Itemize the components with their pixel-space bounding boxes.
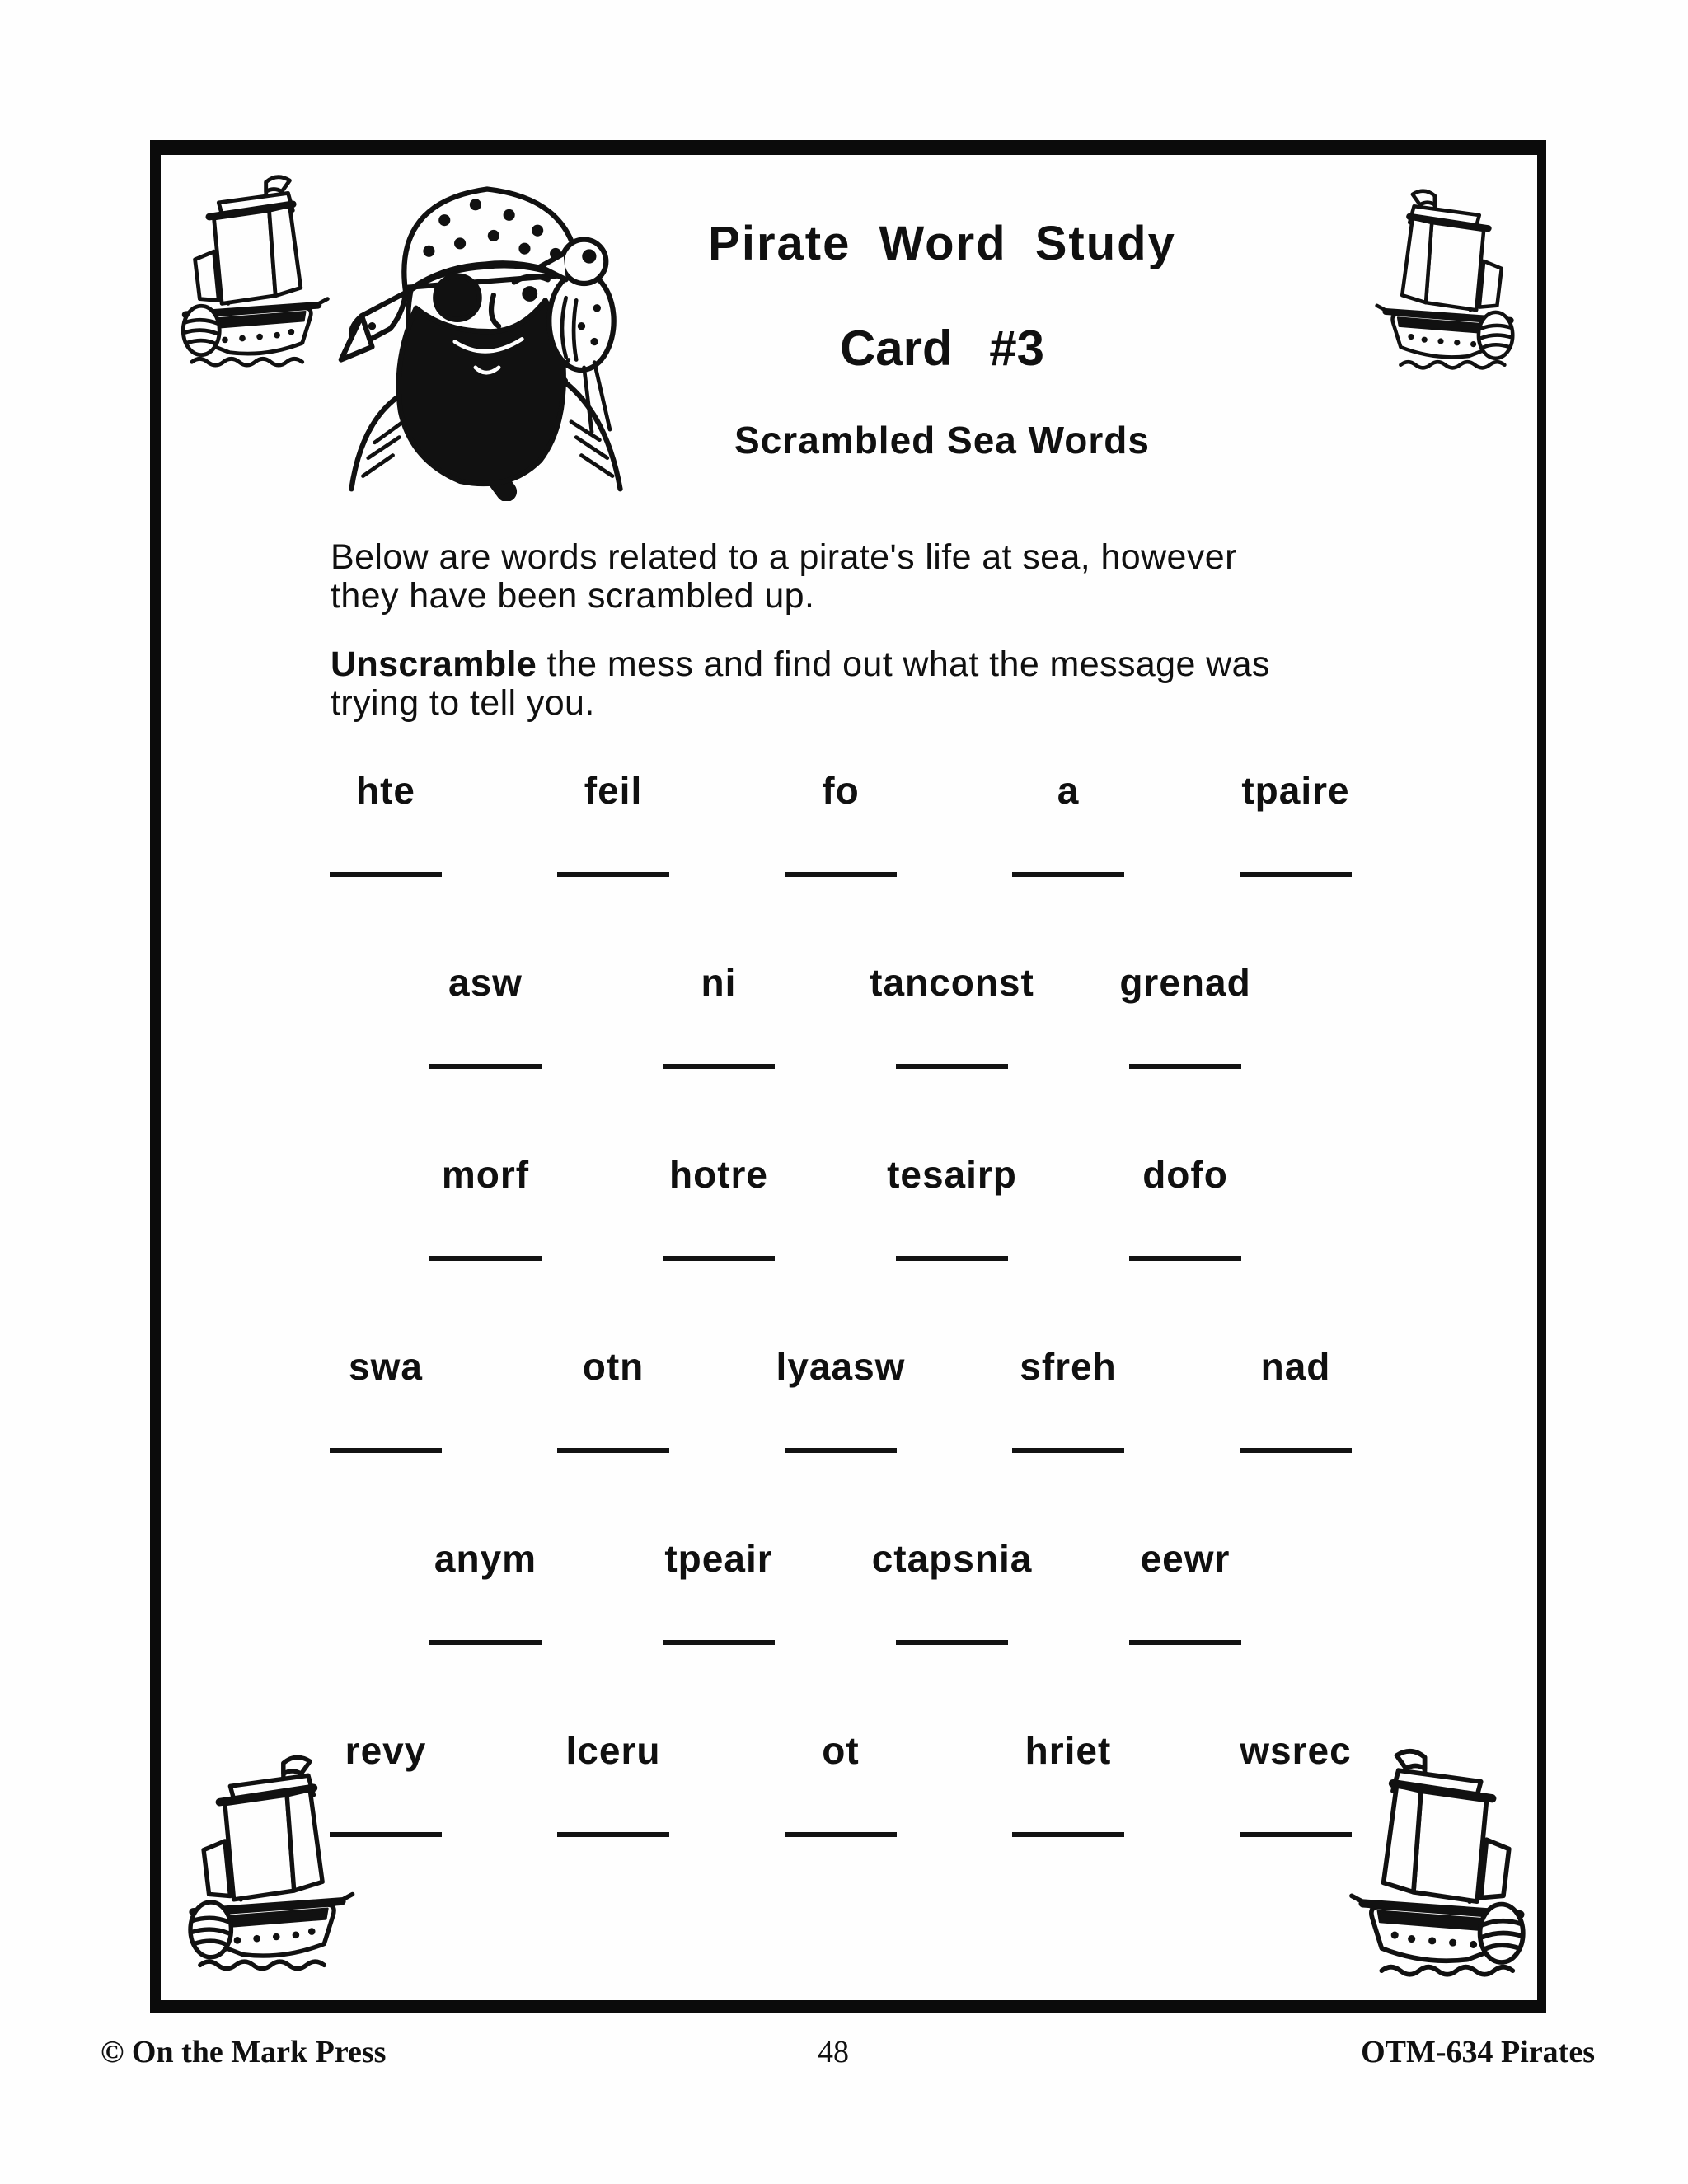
task-line-2: trying to tell you. [331,683,595,723]
answer-blank[interactable] [1240,809,1352,877]
word-row-1 [161,771,1537,963]
answer-blank[interactable] [1129,1577,1241,1645]
answer-blank[interactable] [785,1769,897,1837]
scrambled-word-unit [410,1537,560,1645]
scrambled-word-unit [993,1729,1143,1837]
scrambled-word-unit [1110,1537,1260,1645]
answer-blank[interactable] [663,1001,775,1069]
answer-blank[interactable] [663,1577,775,1645]
scrambled-word-unit [1221,1347,1371,1453]
page-subtitle: Scrambled Sea Words [734,418,1150,462]
scrambled-word-unit [766,1729,916,1837]
scrambled-word: ni [701,961,737,1004]
answer-blank[interactable] [1012,1385,1124,1453]
scrambled-word-unit [871,1537,1033,1645]
word-row-4 [161,1347,1537,1540]
page-title: Pirate Word Study [708,217,1176,270]
answer-blank[interactable] [896,1193,1008,1261]
scrambled-word-unit [644,963,794,1069]
scrambled-word-unit [644,1155,794,1261]
answer-blank[interactable] [785,1385,897,1453]
scrambled-word-unit [877,1155,1027,1261]
scrambled-word-unit [538,1729,688,1837]
scrambled-word: revy [345,1729,427,1772]
sailing-ship-icon [1367,178,1529,386]
publisher-credit: © On the Mark Press [101,2035,387,2069]
scrambled-word-unit [870,961,1034,1069]
task-keyword: Unscramble [331,644,537,684]
task-text [331,645,1402,723]
scrambled-word: dofo [1142,1153,1228,1196]
intro-text [331,538,1402,616]
answer-blank[interactable] [1129,1193,1241,1261]
answer-blank[interactable] [1240,1769,1352,1837]
scrambled-word-unit [311,771,461,877]
scrambled-word-unit [1221,771,1371,877]
word-row-2 [161,963,1537,1155]
scrambled-word: swa [349,1345,423,1388]
answer-blank[interactable] [429,1001,542,1069]
scrambled-word-unit [311,1347,461,1453]
answer-blank[interactable] [330,1385,442,1453]
scrambled-word-unit [538,1347,688,1453]
book-code: OTM-634 Pirates [1361,2035,1595,2069]
scrambled-word: morf [441,1153,530,1196]
sailing-ship-icon [1348,1735,1536,1997]
scrambled-word: grenad [1119,961,1251,1004]
page-number: 48 [818,2035,849,2069]
answer-blank[interactable] [330,809,442,877]
answer-blank[interactable] [785,809,897,877]
scrambled-word: lyaasw [776,1345,906,1388]
answer-blank[interactable] [896,1001,1008,1069]
pirate-with-parrot-illustration [326,162,649,501]
scrambled-word-unit [1110,963,1260,1069]
scrambled-word-unit [766,1347,916,1453]
task-line-1: the mess and find out what the message was [537,644,1270,684]
page-border [150,140,1546,2013]
scrambled-word: ctapsnia [871,1537,1033,1580]
answer-blank[interactable] [557,809,669,877]
scrambled-word: tesairp [887,1153,1017,1196]
scrambled-word: anym [434,1537,537,1580]
scrambled-word: wsrec [1240,1729,1352,1772]
scrambled-word-unit [410,963,560,1069]
page-footer [0,2034,1688,2092]
answer-blank[interactable] [896,1577,1008,1645]
scrambled-word: tpaire [1241,769,1350,812]
sailing-ship-icon [179,1738,356,1994]
answer-blank[interactable] [1240,1385,1352,1453]
scrambled-word-unit [993,1347,1143,1453]
scrambled-word: tpeair [664,1537,773,1580]
scrambled-word-unit [1110,1155,1260,1261]
scrambled-word: hotre [669,1153,768,1196]
answer-blank[interactable] [1129,1001,1241,1069]
word-row-3 [161,1155,1537,1347]
scrambled-word: feil [584,769,643,812]
answer-blank[interactable] [557,1385,669,1453]
sailing-ship-icon [167,163,336,384]
scrambled-word: a [1057,769,1080,812]
word-row-6 [161,1729,1537,1924]
answer-blank[interactable] [663,1193,775,1261]
scrambled-word: nad [1260,1345,1331,1388]
scrambled-word: ot [822,1729,860,1772]
answer-blank[interactable] [429,1193,542,1261]
intro-line-1: Below are words related to a pirate's life at sea, however [331,537,1237,577]
scrambled-word-unit [766,771,916,877]
scrambled-word: sfreh [1020,1345,1117,1388]
scrambled-word-unit [644,1537,794,1645]
scrambled-word: hriet [1025,1729,1112,1772]
intro-line-2: they have been scrambled up. [331,576,815,616]
scrambled-word-unit [538,771,688,877]
scrambled-word: fo [822,769,860,812]
scrambled-word: hte [356,769,415,812]
scrambled-word: asw [448,961,523,1004]
scrambled-words-section [161,771,1537,1924]
scrambled-word-unit [993,771,1143,877]
title-block [621,217,1264,462]
scrambled-word: lceru [565,1729,661,1772]
answer-blank[interactable] [1012,1769,1124,1837]
scrambled-word: eewr [1140,1537,1231,1580]
card-number: Card #3 [839,320,1045,376]
answer-blank[interactable] [429,1577,542,1645]
scrambled-word: tanconst [870,961,1034,1004]
scrambled-word-unit [410,1155,560,1261]
word-row-5 [161,1537,1537,1732]
answer-blank[interactable] [557,1769,669,1837]
answer-blank[interactable] [1012,809,1124,877]
scrambled-word: otn [582,1345,645,1388]
